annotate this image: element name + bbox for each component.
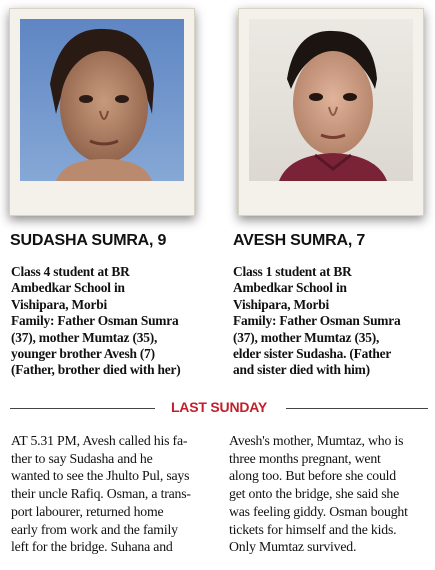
name-sudasha: SUDASHA SUMRA, 9 — [10, 232, 167, 249]
photo-card-avesh — [238, 8, 424, 216]
story-line: left for the bridge. Suhana and — [11, 539, 173, 555]
story-line: ther to say Sudasha and he — [11, 450, 153, 466]
profile-line: Class 4 student at BR — [11, 264, 130, 279]
profile-line: Ambedkar School in — [233, 280, 347, 296]
photo-card-sudasha — [9, 8, 195, 216]
profile-details-avesh — [233, 264, 435, 379]
profile-line: (Father, brother died with her) — [11, 362, 181, 378]
profile-line: and sister died with him) — [233, 362, 370, 378]
profile-line: Class 1 student at BR — [233, 264, 352, 279]
story-line: port labourer, returned home — [11, 503, 164, 519]
story-line: their uncle Rafiq. Osman, a trans- — [11, 486, 191, 502]
profile-line: younger brother Avesh (7) — [11, 346, 155, 362]
portrait-avesh-image — [249, 19, 413, 181]
story-column-right — [229, 432, 429, 556]
story-line: early from work and the family — [11, 521, 178, 537]
story-line: Only Mumtaz survived. — [229, 539, 357, 555]
story-line: three months pregnant, went — [229, 450, 381, 466]
divider-rule-right — [286, 408, 428, 409]
section-label: LAST SUNDAY — [170, 399, 268, 415]
profile-line: (37), mother Mumtaz (35), — [11, 329, 158, 345]
story-line: tickets for himself and the kids. — [229, 521, 397, 537]
story-line: along too. But before she could — [229, 468, 396, 484]
portrait-sudasha-image — [20, 19, 184, 181]
story-line: AT 5.31 PM, Avesh called his fa- — [11, 433, 188, 448]
profile-line: Family: Father Osman Sumra — [233, 313, 401, 329]
profile-line: elder sister Sudasha. (Father — [233, 346, 392, 362]
story-line: was feeling giddy. Osman bought — [229, 503, 408, 519]
story-column-left — [11, 432, 211, 556]
profile-line: (37), mother Mumtaz (35), — [233, 329, 380, 345]
profile-line: Family: Father Osman Sumra — [11, 313, 179, 329]
story-line: Avesh's mother, Mumtaz, who is — [229, 433, 404, 448]
profile-details-sudasha — [11, 264, 221, 379]
name-avesh: AVESH SUMRA, 7 — [233, 232, 366, 249]
story-line: get onto the bridge, she said she — [229, 486, 400, 502]
profile-line: Ambedkar School in — [11, 280, 125, 296]
profile-line: Vishipara, Morbi — [11, 296, 107, 312]
profile-line: Vishipara, Morbi — [233, 296, 329, 312]
story-line: wanted to see the Jhulto Pul, says — [11, 468, 190, 484]
section-divider — [10, 398, 428, 418]
